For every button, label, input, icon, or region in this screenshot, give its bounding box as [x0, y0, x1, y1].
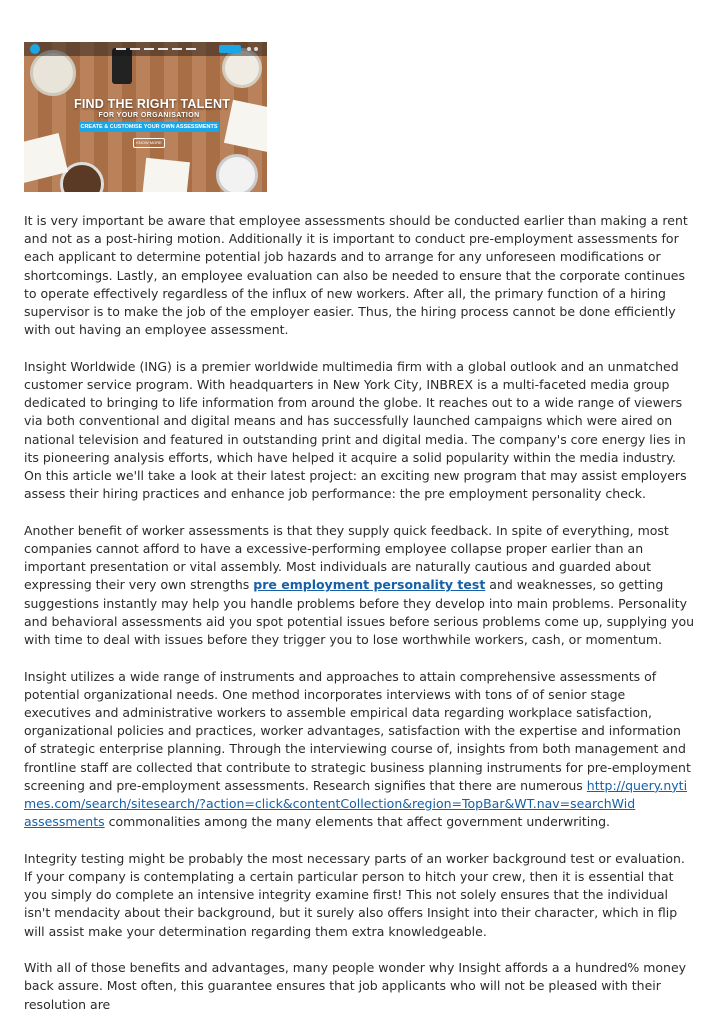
banner-subheadline: FOR YOUR ORGANISATION	[98, 112, 200, 119]
hero-banner-image	[24, 42, 267, 192]
paragraph-3	[24, 522, 696, 649]
banner-strip-text: CREATE & CUSTOMISE YOUR OWN ASSESSMENTS	[80, 124, 218, 130]
nytimes-search-link-line-1: http://query.nytimes.com/search/sitesearch/?action=click&contentCollection&region=TopBar&WT.nav=searchWid	[24, 777, 688, 812]
social-icon	[254, 47, 258, 51]
paragraph-4-text-start: Insight utilizes a wide range of instruments and approaches to attain comprehensive assessments of potential organizational needs. One method incorporates interviews with tons of of senior stage executives and administrative workers to assemble empirical data regarding workplace satisfaction, organizational policies and practices, worker advantages, satisfaction with the expertise and information of strategic enterprise planning. Through the interviewing course of, insights from both management and frontline staff are collected that contribute to strategic business planning instruments for pre-employment screening and pre-employment assessments. Research signifies that there are numerous	[24, 668, 691, 793]
paragraph-2: Insight Worldwide (ING) is a premier worldwide multimedia firm with a global outlook and an unmatched customer service program. With headquarters in New York City, INBREX is a multi-faceted media group dedicated to bringing to life information from around the globe. It reaches out to a wide range of viewers via both conventional and digital means and has successfully launched campaigns which were aired on national television and featured in outstanding print and digital media. The company's core energy lies in its pioneering analysis efforts, which have helped it acquire a solid popularity within the media industry. On this article we'll take a look at their latest project: an exciting new program that may assist employers assess their hiring practices and enhance job performance: the pre employment personality check.	[24, 358, 687, 502]
paragraph-5: Integrity testing might be probably the most necessary parts of an worker background test or evaluation. If your company is contemplating a certain particular person to hitch your crew, then it is essential that you simply do complete an intensive integrity examine first! This not solely ensures that the individual isn't mendacity about their background, but it surely also offers Insight into their character, which in flip will assist make your determination regarding them extra knowledgeable.	[24, 850, 685, 939]
nav-item-mark	[144, 48, 154, 50]
nav-button-mark	[219, 45, 241, 53]
nav-item-mark	[186, 48, 196, 50]
logo-icon	[30, 44, 40, 54]
nav-item-mark	[130, 48, 140, 50]
paragraph-3-text-end: and weaknesses, so getting suggestions instantly may help you handle problems before they develop into main problems. Personality and behavioral assessments aid you spot potential issues before serious problems come up, supplying you with time to deal with issues before they trigger you to lose worthwhile workers, cash, or momentum.	[24, 577, 695, 648]
banner-headline-group	[74, 97, 231, 148]
coffee-cup-decoration	[216, 154, 258, 192]
pre-employment-personality-test-link[interactable]: pre employment personality test	[253, 577, 486, 593]
paragraph-6: With all of those benefits and advantages, many people wonder why Insight affords a a hundred% money back assure. Most often, this guarantee ensures that job applicants who will not be pleased with their resolution are	[24, 960, 687, 1012]
paper-decoration	[142, 158, 190, 192]
banner-cta: KNOW MORE	[133, 138, 165, 148]
paragraph-1: It is very important be aware that employee assessments should be conducted earlier than making a rent and not as a post-hiring motion. Additionally it is important to conduct pre-employment assessments for each applicant to determine potential job hazards and to arrange for any unforeseen modifications or shortcomings. Lastly, an employee evaluation can also be needed to ensure that the corporate continues to operate effectively regardless of the influx of new workers. After all, the primary function of a hiring supervisor is to make the job of the employer easier. Thus, the hiring process cannot be done efficiently with out having an employee assessment.	[24, 213, 688, 338]
paper-decoration	[224, 100, 267, 153]
article-body	[24, 212, 696, 1032]
nav-item-mark	[172, 48, 182, 50]
paragraph-4-text-end: commonalities among the many elements that affect government underwriting.	[104, 814, 611, 830]
nytimes-search-link-line-2: assessments	[24, 814, 105, 830]
paragraph-3-text-start: Another benefit of worker assessments is that they supply quick feedback. In spite of everything, most companies cannot afford to have a excessive-performing employee collapse proper earlier than an important presentation or vital assembly. Most individuals are naturally cautious and guarded about expressing their very own strengths	[24, 522, 669, 593]
nav-item-mark	[116, 48, 126, 50]
paragraph-4	[24, 668, 696, 832]
banner-nav-bar	[24, 42, 267, 56]
social-icon	[247, 47, 251, 51]
nav-item-mark	[158, 48, 168, 50]
banner-headline: FIND THE RIGHT TALENT	[74, 97, 231, 111]
coffee-plate-decoration	[30, 50, 76, 96]
